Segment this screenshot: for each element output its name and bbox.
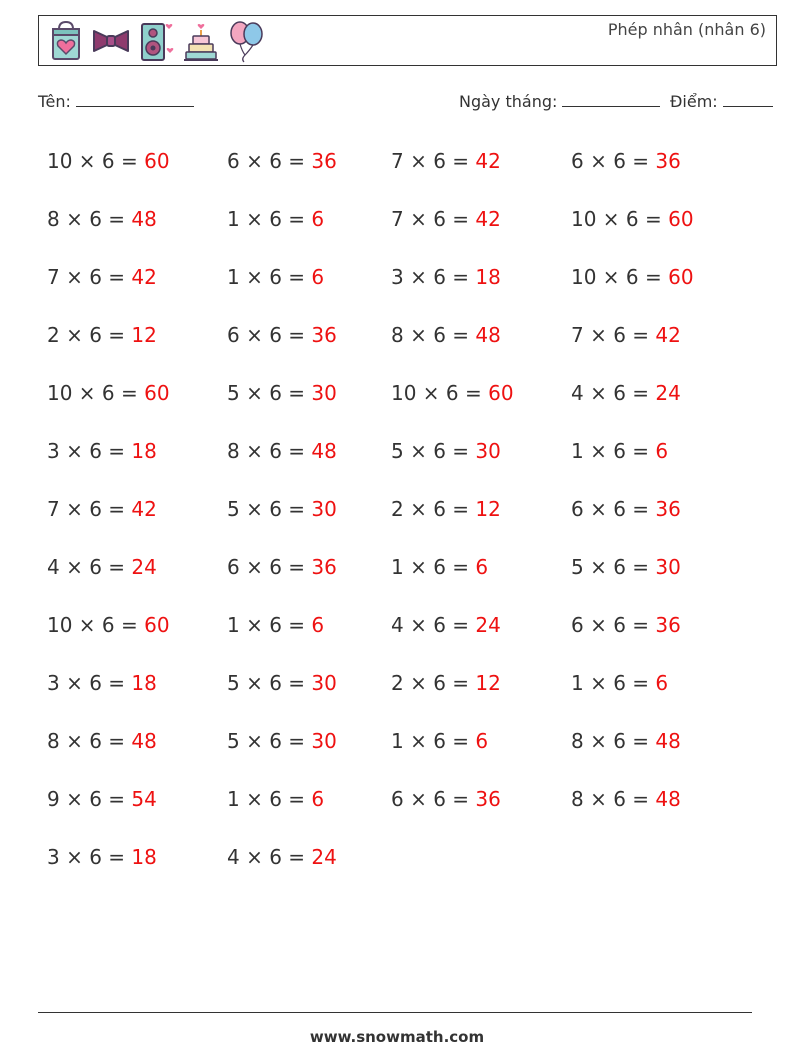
problem-question: 7 × 6 = bbox=[47, 497, 132, 521]
problem-item bbox=[227, 729, 337, 753]
score-label: Điểm: bbox=[670, 92, 718, 111]
problem-item bbox=[391, 149, 501, 173]
problem-answer: 24 bbox=[655, 381, 681, 405]
problem-item bbox=[47, 149, 170, 173]
bow-tie-icon bbox=[92, 19, 130, 63]
problem-answer: 48 bbox=[131, 207, 157, 231]
problem-item bbox=[391, 497, 501, 521]
problem-item bbox=[227, 265, 324, 289]
problem-answer: 60 bbox=[668, 207, 694, 231]
problem-answer: 18 bbox=[131, 671, 157, 695]
shopping-bag-heart-icon bbox=[47, 19, 85, 63]
problem-answer: 60 bbox=[144, 381, 170, 405]
problem-item bbox=[227, 671, 337, 695]
problem-question: 4 × 6 = bbox=[47, 555, 132, 579]
problem-question: 8 × 6 = bbox=[391, 323, 476, 347]
problem-item bbox=[571, 729, 681, 753]
problem-question: 5 × 6 = bbox=[227, 497, 312, 521]
problem-answer: 12 bbox=[131, 323, 157, 347]
problem-item bbox=[227, 207, 324, 231]
header-box bbox=[38, 15, 777, 66]
balloons-icon bbox=[227, 19, 265, 63]
problem-item bbox=[391, 439, 501, 463]
problem-item bbox=[571, 497, 681, 521]
problem-question: 7 × 6 = bbox=[391, 149, 476, 173]
problem-question: 1 × 6 = bbox=[227, 265, 312, 289]
problem-item bbox=[391, 729, 488, 753]
problem-item bbox=[391, 323, 501, 347]
problem-item bbox=[391, 613, 501, 637]
problem-question: 3 × 6 = bbox=[47, 439, 132, 463]
problem-answer: 36 bbox=[311, 149, 337, 173]
problem-question: 4 × 6 = bbox=[391, 613, 476, 637]
worksheet-title: Phép nhân (nhân 6) bbox=[607, 20, 766, 39]
problem-question: 6 × 6 = bbox=[571, 613, 656, 637]
problem-question: 8 × 6 = bbox=[571, 787, 656, 811]
problem-question: 7 × 6 = bbox=[47, 265, 132, 289]
problem-question: 1 × 6 = bbox=[571, 671, 656, 695]
problem-item bbox=[227, 497, 337, 521]
problem-answer: 48 bbox=[131, 729, 157, 753]
problem-item bbox=[571, 381, 681, 405]
problem-question: 3 × 6 = bbox=[47, 845, 132, 869]
problem-answer: 36 bbox=[475, 787, 501, 811]
problem-answer: 60 bbox=[668, 265, 694, 289]
problem-item bbox=[227, 149, 337, 173]
problem-item bbox=[227, 439, 337, 463]
problem-question: 8 × 6 = bbox=[571, 729, 656, 753]
problem-question: 5 × 6 = bbox=[227, 381, 312, 405]
problem-question: 5 × 6 = bbox=[227, 671, 312, 695]
date-blank[interactable] bbox=[562, 92, 660, 107]
problem-answer: 30 bbox=[475, 439, 501, 463]
problem-question: 1 × 6 = bbox=[391, 555, 476, 579]
footer-url: www.snowmath.com bbox=[309, 1028, 485, 1046]
problem-answer: 48 bbox=[655, 729, 681, 753]
problem-answer: 6 bbox=[655, 439, 669, 463]
problem-item bbox=[47, 555, 157, 579]
problem-item bbox=[47, 845, 157, 869]
speaker-icon bbox=[137, 19, 175, 63]
problem-question: 10 × 6 = bbox=[391, 381, 489, 405]
problem-answer: 42 bbox=[131, 265, 157, 289]
problem-answer: 60 bbox=[144, 613, 170, 637]
problem-question: 10 × 6 = bbox=[47, 613, 145, 637]
problem-item bbox=[47, 729, 157, 753]
problem-item bbox=[227, 381, 337, 405]
problem-item bbox=[227, 555, 337, 579]
problem-question: 5 × 6 = bbox=[391, 439, 476, 463]
problem-answer: 18 bbox=[131, 439, 157, 463]
problem-answer: 48 bbox=[475, 323, 501, 347]
problem-item bbox=[227, 787, 324, 811]
problem-item bbox=[571, 323, 681, 347]
problem-item bbox=[571, 207, 694, 231]
problem-question: 6 × 6 = bbox=[391, 787, 476, 811]
problem-question: 2 × 6 = bbox=[391, 497, 476, 521]
problem-question: 7 × 6 = bbox=[571, 323, 656, 347]
problem-item bbox=[47, 497, 157, 521]
problem-question: 6 × 6 = bbox=[571, 497, 656, 521]
problem-answer: 6 bbox=[311, 787, 325, 811]
problem-question: 3 × 6 = bbox=[391, 265, 476, 289]
problem-question: 1 × 6 = bbox=[391, 729, 476, 753]
problem-item bbox=[47, 439, 157, 463]
problem-question: 1 × 6 = bbox=[227, 207, 312, 231]
problem-answer: 48 bbox=[311, 439, 337, 463]
problem-item bbox=[47, 207, 157, 231]
problem-item bbox=[571, 149, 681, 173]
problem-question: 10 × 6 = bbox=[571, 265, 669, 289]
problem-item bbox=[227, 613, 324, 637]
problem-answer: 24 bbox=[475, 613, 501, 637]
problem-question: 7 × 6 = bbox=[391, 207, 476, 231]
problem-item bbox=[571, 613, 681, 637]
problem-question: 10 × 6 = bbox=[47, 149, 145, 173]
problem-answer: 6 bbox=[655, 671, 669, 695]
problem-answer: 6 bbox=[311, 207, 325, 231]
problem-answer: 6 bbox=[311, 265, 325, 289]
problem-answer: 36 bbox=[311, 555, 337, 579]
problem-answer: 42 bbox=[655, 323, 681, 347]
problem-item bbox=[571, 555, 681, 579]
problem-question: 6 × 6 = bbox=[227, 323, 312, 347]
problem-item bbox=[47, 787, 157, 811]
problem-item bbox=[227, 323, 337, 347]
problem-question: 1 × 6 = bbox=[227, 787, 312, 811]
problem-question: 5 × 6 = bbox=[227, 729, 312, 753]
problem-question: 4 × 6 = bbox=[227, 845, 312, 869]
problem-item bbox=[571, 671, 668, 695]
score-blank[interactable] bbox=[723, 92, 773, 107]
problem-answer: 24 bbox=[311, 845, 337, 869]
problem-question: 10 × 6 = bbox=[47, 381, 145, 405]
problem-answer: 18 bbox=[475, 265, 501, 289]
problem-answer: 30 bbox=[655, 555, 681, 579]
problem-answer: 30 bbox=[311, 497, 337, 521]
problem-question: 1 × 6 = bbox=[227, 613, 312, 637]
problem-item bbox=[47, 381, 170, 405]
problem-question: 6 × 6 = bbox=[571, 149, 656, 173]
problem-answer: 12 bbox=[475, 497, 501, 521]
problem-item bbox=[391, 265, 501, 289]
name-label: Tên: bbox=[38, 92, 71, 111]
date-label: Ngày tháng: bbox=[459, 92, 558, 111]
problem-answer: 6 bbox=[475, 555, 489, 579]
problem-question: 1 × 6 = bbox=[571, 439, 656, 463]
problem-question: 2 × 6 = bbox=[47, 323, 132, 347]
problem-question: 8 × 6 = bbox=[47, 729, 132, 753]
problem-answer: 42 bbox=[475, 207, 501, 231]
problem-answer: 30 bbox=[311, 381, 337, 405]
problem-item bbox=[47, 613, 170, 637]
problem-answer: 42 bbox=[131, 497, 157, 521]
header-icons bbox=[47, 19, 265, 63]
problem-answer: 6 bbox=[475, 729, 489, 753]
problem-answer: 6 bbox=[311, 613, 325, 637]
problem-answer: 30 bbox=[311, 729, 337, 753]
problem-answer: 36 bbox=[655, 497, 681, 521]
name-blank[interactable] bbox=[76, 92, 194, 107]
cake-icon bbox=[182, 19, 220, 63]
problem-item bbox=[391, 381, 514, 405]
problem-question: 8 × 6 = bbox=[47, 207, 132, 231]
problem-item bbox=[391, 207, 501, 231]
problem-item bbox=[571, 265, 694, 289]
problem-item bbox=[571, 787, 681, 811]
problem-item bbox=[47, 671, 157, 695]
problem-item bbox=[391, 787, 501, 811]
problem-question: 6 × 6 = bbox=[227, 555, 312, 579]
problem-answer: 30 bbox=[311, 671, 337, 695]
problem-item bbox=[47, 323, 157, 347]
problem-item bbox=[571, 439, 668, 463]
problem-answer: 60 bbox=[488, 381, 514, 405]
problem-question: 3 × 6 = bbox=[47, 671, 132, 695]
problem-question: 10 × 6 = bbox=[571, 207, 669, 231]
score-field[interactable] bbox=[670, 92, 773, 111]
problem-answer: 42 bbox=[475, 149, 501, 173]
problem-answer: 54 bbox=[131, 787, 157, 811]
problem-answer: 60 bbox=[144, 149, 170, 173]
problem-question: 8 × 6 = bbox=[227, 439, 312, 463]
problem-question: 2 × 6 = bbox=[391, 671, 476, 695]
footer-divider bbox=[38, 1012, 752, 1013]
problem-item bbox=[391, 671, 501, 695]
problem-answer: 36 bbox=[311, 323, 337, 347]
problem-item bbox=[227, 845, 337, 869]
problem-answer: 48 bbox=[655, 787, 681, 811]
problem-answer: 12 bbox=[475, 671, 501, 695]
problem-answer: 18 bbox=[131, 845, 157, 869]
name-field[interactable] bbox=[38, 92, 194, 111]
problem-question: 5 × 6 = bbox=[571, 555, 656, 579]
problem-answer: 36 bbox=[655, 613, 681, 637]
problem-answer: 36 bbox=[655, 149, 681, 173]
problem-item bbox=[47, 265, 157, 289]
problem-question: 6 × 6 = bbox=[227, 149, 312, 173]
problem-item bbox=[391, 555, 488, 579]
problem-question: 9 × 6 = bbox=[47, 787, 132, 811]
problem-answer: 24 bbox=[131, 555, 157, 579]
date-field[interactable] bbox=[459, 92, 660, 111]
problem-question: 4 × 6 = bbox=[571, 381, 656, 405]
